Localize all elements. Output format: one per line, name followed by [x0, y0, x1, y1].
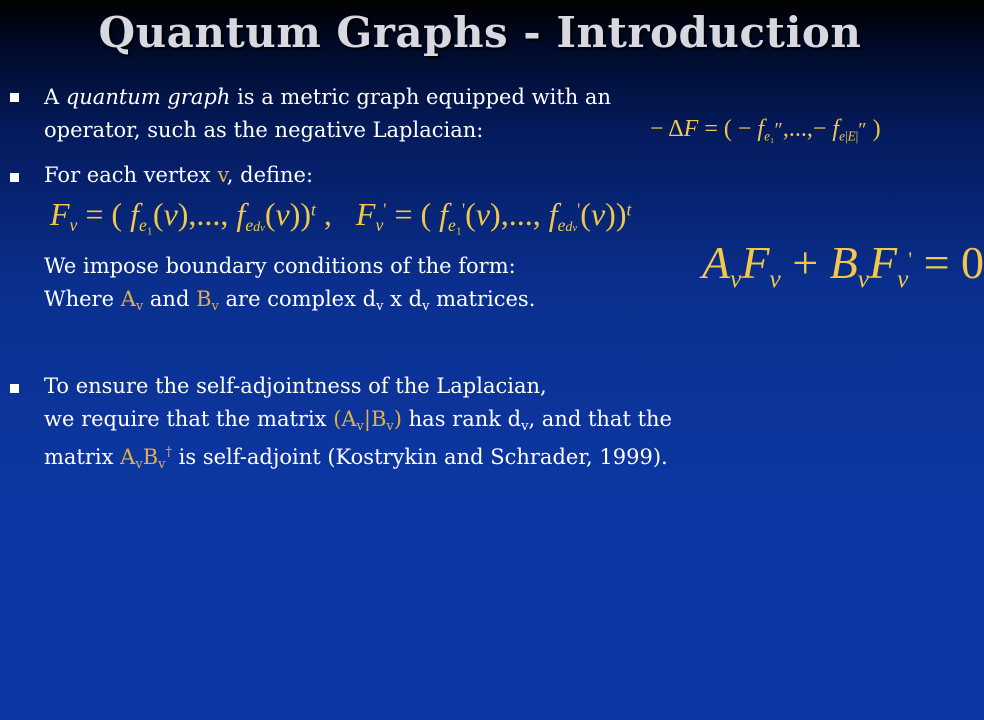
- product-B-sub: v: [158, 457, 166, 472]
- dim-sub-1: v: [376, 299, 384, 314]
- boundary-condition-formula: AvFv + BvFv' = 0: [702, 237, 984, 293]
- bullet-1-line-2: operator, such as the negative Laplacian:: [44, 118, 484, 142]
- matrix-AB-bar: |B: [363, 407, 387, 431]
- bullet-square-icon: [10, 173, 19, 182]
- where-complex: are complex d: [218, 287, 377, 311]
- dagger: †: [165, 445, 172, 460]
- where-and: and: [143, 287, 197, 311]
- matrix-B-sub: v: [211, 299, 219, 314]
- product-A: A: [120, 445, 136, 469]
- product-B: B: [142, 445, 159, 469]
- dim-sub-2: v: [422, 299, 430, 314]
- laplacian-formula: − ΔF = ( − fe₁″,...,− fe|E|″ ): [650, 116, 881, 144]
- rank-sub: v: [521, 419, 529, 434]
- vertex-v: v: [217, 163, 227, 187]
- bullet-3-line-3: [44, 437, 668, 480]
- bullet-square-icon: [10, 93, 19, 102]
- product-A-sub: v: [135, 457, 143, 472]
- b1-emphasis: quantum graph: [65, 85, 231, 109]
- b2-suffix: , define:: [226, 163, 314, 187]
- where-line: [44, 284, 535, 322]
- bullet-2-line: [44, 160, 313, 191]
- matrix-AB-open: (A: [333, 407, 357, 431]
- bullet-3-line-1: To ensure the self-adjointness of the Laplacian,: [44, 374, 547, 398]
- matrix-A: A: [120, 287, 136, 311]
- matrix-B: B: [196, 287, 212, 311]
- b3-l2-rank: has rank d: [401, 407, 522, 431]
- b3-l2-suffix: , and that the: [528, 407, 672, 431]
- where-prefix: Where: [44, 287, 121, 311]
- vertex-vector-formula: Fv = ( fe₁(v),..., fedv(v))$^t$ , Fv' = ( fe₁'(v),..., fedv'(v))$^t$: [50, 196, 632, 236]
- b3-l3-suffix: is self-adjoint (Kostrykin and Schrader, 1999).: [171, 445, 668, 469]
- matrix-AB-sub-1: v: [356, 419, 364, 434]
- b1-prefix: A: [44, 85, 66, 109]
- b1-suffix: is a metric graph equipped with an: [230, 85, 611, 109]
- boundary-conditions-line: We impose boundary conditions of the form:: [44, 254, 516, 278]
- where-suffix: matrices.: [429, 287, 536, 311]
- b3-l3-prefix: matrix: [44, 445, 121, 469]
- b3-l2-prefix: we require that the matrix: [44, 407, 334, 431]
- slide-title: Quantum Graphs - Introduction: [98, 8, 862, 57]
- where-x: x d: [383, 287, 423, 311]
- b2-prefix: For each vertex: [44, 163, 218, 187]
- matrix-AB-close: ): [393, 407, 402, 431]
- matrix-AB-sub-2: v: [386, 419, 394, 434]
- matrix-A-sub: v: [135, 299, 144, 314]
- bullet-square-icon: [10, 384, 19, 393]
- bullet-1-line-1: [44, 82, 611, 113]
